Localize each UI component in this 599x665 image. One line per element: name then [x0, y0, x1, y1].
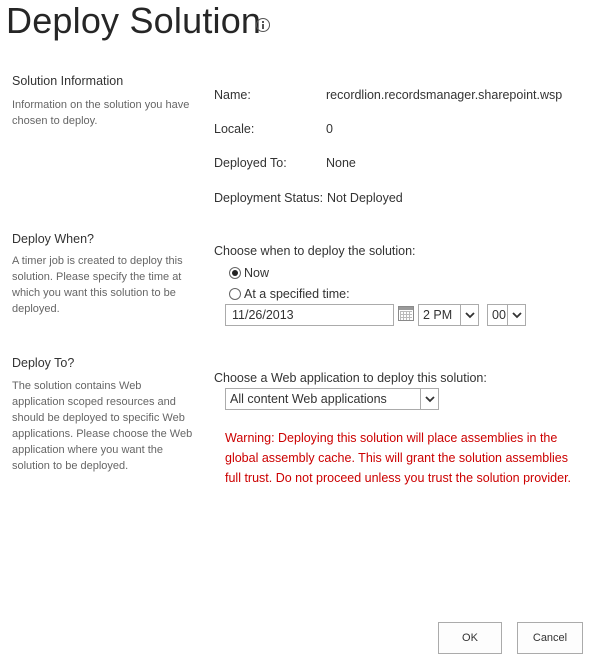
deploy-date-input[interactable]: 11/26/2013: [225, 304, 394, 326]
specified-time-radio-label[interactable]: At a specified time:: [244, 287, 350, 301]
deployment-status-value: Not Deployed: [327, 191, 403, 205]
deployed-to-label: Deployed To:: [214, 156, 287, 170]
chevron-down-icon: [507, 305, 525, 325]
trust-warning-text: Warning: Deploying this solution will place assemblies in the global assembly cache. This will grant the solution assemblies full trust. Do not proceed unless you trust the solution provider.: [225, 431, 572, 485]
chevron-down-icon: [460, 305, 478, 325]
minute-select[interactable]: [487, 304, 526, 326]
deploy-when-prompt: Choose when to deploy the solution:: [214, 244, 416, 258]
hour-select[interactable]: [418, 304, 479, 326]
name-value: recordlion.recordsmanager.sharepoint.wsp: [326, 88, 563, 102]
now-radio[interactable]: [229, 267, 241, 279]
solution-info-description: Information on the solution you have chosen to deploy.: [12, 99, 190, 127]
deployment-status-label: Deployment Status:: [214, 191, 324, 205]
hour-select-value: 2 PM: [423, 308, 453, 322]
deploy-when-title: Deploy When?: [12, 232, 94, 246]
info-icon[interactable]: [256, 18, 270, 32]
deploy-to-title: Deploy To?: [12, 356, 75, 370]
now-radio-label[interactable]: Now: [244, 266, 270, 280]
name-label: Name:: [214, 88, 251, 102]
minute-select-value: 00: [492, 308, 506, 322]
calendar-icon[interactable]: [398, 306, 414, 321]
solution-info-title: Solution Information: [12, 74, 124, 88]
specified-time-radio[interactable]: [229, 288, 241, 300]
deploy-to-description: The solution contains Web application scoped resources and should be deployed to specific Web applications. Please choose the Web application where you want the solution to be deployed.: [12, 380, 193, 472]
page-title: Deploy Solution: [6, 0, 262, 41]
chevron-down-icon: [420, 389, 438, 409]
locale-label: Locale:: [214, 122, 255, 136]
cancel-button[interactable]: Cancel: [517, 622, 583, 654]
deployed-to-value: None: [326, 156, 356, 170]
locale-value: 0: [326, 122, 333, 136]
deploy-when-description: A timer job is created to deploy this solution. Please specify the time at which you want this solution to be deployed.: [12, 255, 183, 315]
web-application-select-value: All content Web applications: [230, 392, 387, 406]
ok-button[interactable]: OK: [438, 622, 502, 654]
web-application-select[interactable]: [225, 388, 439, 410]
deploy-to-prompt: Choose a Web application to deploy this solution:: [214, 371, 487, 385]
